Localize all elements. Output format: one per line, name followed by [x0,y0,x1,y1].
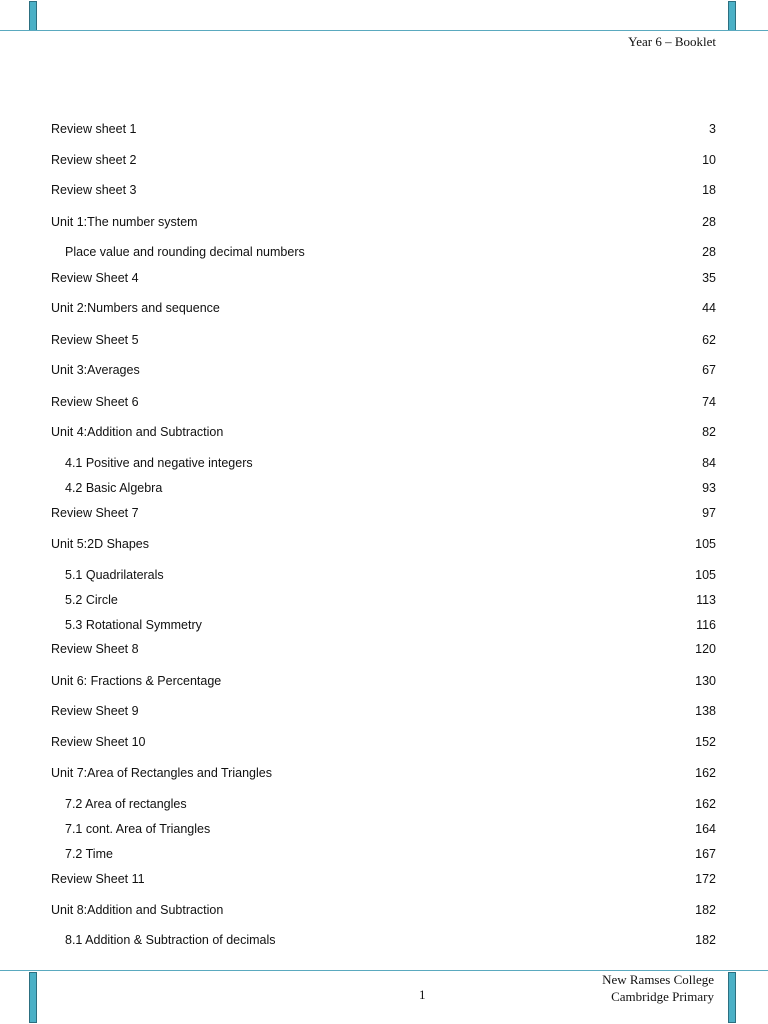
toc-entry-label: 4.1 Positive and negative integers [65,456,253,470]
toc-entry-label: Unit 1:The number system [51,215,198,229]
toc-subentry[interactable] [65,931,716,949]
toc-entry-label: 5.1 Quadrilaterals [65,568,164,582]
toc-entry-page: 28 [702,245,716,259]
toc-entry-label: Review Sheet 8 [51,642,139,656]
toc-entry-page: 130 [695,674,716,688]
toc-entry[interactable] [51,393,716,411]
toc-entry-label: 8.1 Addition & Subtraction of decimals [65,933,276,947]
toc-entry-page: 164 [695,822,716,836]
toc-entry-label: 7.1 cont. Area of Triangles [65,822,211,836]
toc-entry-page: 28 [702,215,716,229]
toc-entry-label: Review Sheet 11 [51,872,145,886]
toc-entry-page: 113 [696,593,716,607]
toc-entry-page: 105 [695,537,716,551]
toc-subentry[interactable] [65,616,716,634]
toc-entry-page: 10 [702,153,716,167]
toc-entry-label: 5.3 Rotational Symmetry [65,618,202,632]
toc-entry-label: 4.2 Basic Algebra [65,481,163,495]
toc-entry-page: 105 [695,568,716,582]
toc-entry-page: 82 [702,425,716,439]
toc-entry-page: 97 [702,506,716,520]
toc-entry-label: Unit 6: Fractions & Percentage [51,674,222,688]
toc-entry-page: 172 [695,872,716,886]
toc-entry-label: Review Sheet 10 [51,735,146,749]
toc-entry-label: Review Sheet 7 [51,506,139,520]
toc-entry-label: 5.2 Circle [65,593,118,607]
toc-entry-page: 138 [695,704,716,718]
footer-school-line1: New Ramses College [602,972,714,987]
toc-entry-page: 67 [702,363,716,377]
toc-entry-label: Unit 8:Addition and Subtraction [51,903,224,917]
toc-subentry[interactable] [65,454,716,472]
header-rule [0,30,768,31]
toc-entry[interactable] [51,299,716,317]
toc-subentry[interactable] [65,845,716,863]
toc-entry[interactable] [51,423,716,441]
corner-marker-top-right [728,1,736,31]
toc-entry-label: Unit 3:Averages [51,363,140,377]
toc-entry[interactable] [51,269,716,287]
toc-entry[interactable] [51,702,716,720]
toc-entry-page: 120 [695,642,716,656]
toc-entry[interactable] [51,870,716,888]
corner-marker-bottom-left [29,972,37,1023]
toc-entry-page: 84 [702,456,716,470]
toc-entry-label: Review Sheet 9 [51,704,139,718]
toc-entry-page: 182 [695,903,716,917]
toc-entry[interactable] [51,640,716,658]
toc-entry-page: 93 [702,481,716,495]
toc-entry-label: 7.2 Time [65,847,113,861]
toc-entry-page: 162 [695,766,716,780]
toc-subentry[interactable] [65,591,716,609]
toc-subentry[interactable] [65,566,716,584]
toc-entry-page: 116 [696,618,716,632]
toc-entry-page: 152 [695,735,716,749]
toc-entry[interactable] [51,535,716,553]
toc-entry-page: 3 [709,122,716,136]
toc-entry-page: 35 [702,271,716,285]
toc-subentry[interactable] [65,820,716,838]
toc-entry-label: Unit 4:Addition and Subtraction [51,425,224,439]
toc-entry[interactable] [51,120,716,138]
toc-entry[interactable] [51,151,716,169]
toc-entry-page: 62 [702,333,716,347]
toc-subentry[interactable] [65,243,716,261]
toc-entry-label: Place value and rounding decimal numbers [65,245,305,259]
toc-entry-page: 182 [695,933,716,947]
toc-entry-label: Unit 2:Numbers and sequence [51,301,220,315]
toc-entry-label: Review sheet 1 [51,122,137,136]
toc-entry[interactable] [51,504,716,522]
toc-entry-label: 7.2 Area of rectangles [65,797,187,811]
toc-subentry[interactable] [65,795,716,813]
toc-entry-page: 18 [702,183,716,197]
toc-entry[interactable] [51,764,716,782]
toc-entry-page: 162 [695,797,716,811]
corner-marker-bottom-right [728,972,736,1023]
toc-entry-page: 167 [695,847,716,861]
toc-entry[interactable] [51,331,716,349]
toc-entry[interactable] [51,672,716,690]
toc-entry[interactable] [51,181,716,199]
page-number: 1 [419,987,426,1002]
toc-entry-label: Review sheet 2 [51,153,137,167]
toc-entry-label: Review sheet 3 [51,183,137,197]
toc-subentry[interactable] [65,479,716,497]
toc-entry[interactable] [51,213,716,231]
toc-entry-label: Review Sheet 4 [51,271,139,285]
toc-entry-label: Review Sheet 6 [51,395,139,409]
footer-school-name [602,971,714,1005]
toc-entry[interactable] [51,733,716,751]
toc-entry[interactable] [51,901,716,919]
toc-entry-page: 74 [702,395,716,409]
corner-marker-top-left [29,1,37,31]
toc-entry-label: Unit 5:2D Shapes [51,537,149,551]
toc-entry[interactable] [51,361,716,379]
toc-entry-label: Review Sheet 5 [51,333,139,347]
footer-school-line2: Cambridge Primary [611,989,714,1004]
header-title: Year 6 – Booklet [628,34,716,49]
toc-entry-page: 44 [702,301,716,315]
toc-entry-label: Unit 7:Area of Rectangles and Triangles [51,766,272,780]
